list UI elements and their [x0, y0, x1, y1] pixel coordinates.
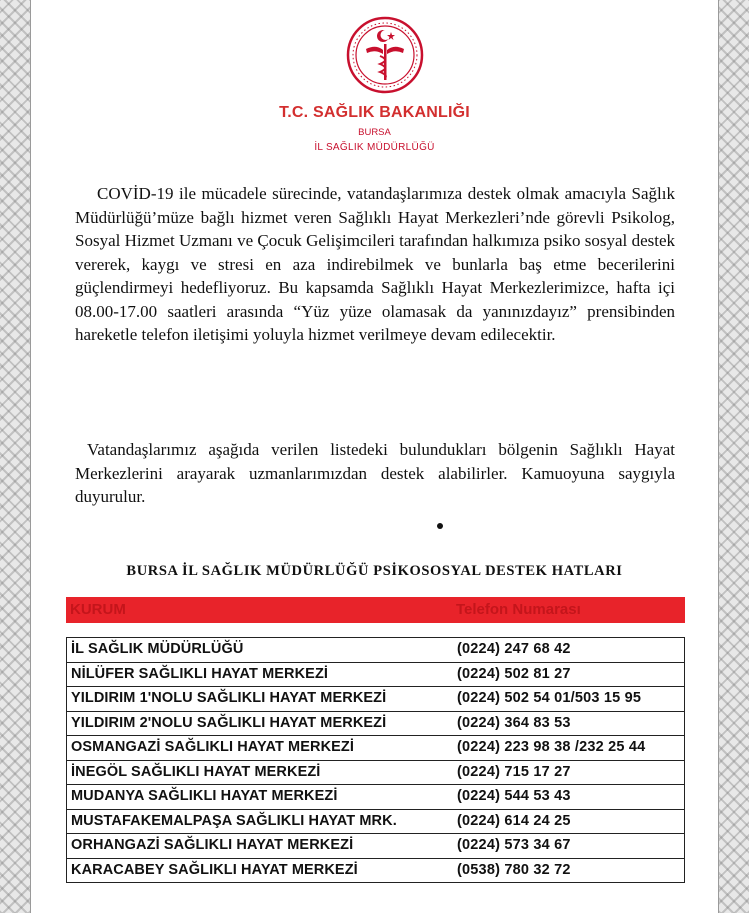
phone-number: (0224) 247 68 42	[457, 641, 571, 657]
phone-number: (0224) 573 34 67	[457, 837, 571, 853]
table-row	[67, 785, 684, 810]
institution-name: İL SAĞLIK MÜDÜRLÜĞÜ	[71, 641, 244, 657]
ministry-logo-icon	[346, 16, 424, 94]
column-header-institution: KURUM	[70, 601, 126, 618]
institution-name: KARACABEY SAĞLIKLI HAYAT MERKEZİ	[71, 861, 358, 878]
hotline-table-title: BURSA İL SAĞLIK MÜDÜRLÜĞÜ PSİKOSOSYAL DESTEK HATLARI	[126, 563, 623, 579]
table-row	[67, 712, 684, 737]
hotline-table	[66, 637, 685, 883]
table-header	[66, 597, 685, 623]
institution-name: YILDIRIM 2'NOLU SAĞLIKLI HAYAT MERKEZİ	[71, 714, 387, 731]
institution-name: ORHANGAZİ SAĞLIKLI HAYAT MERKEZİ	[71, 837, 354, 853]
phone-number: (0224) 715 17 27	[457, 763, 571, 780]
institution-name: NİLÜFER SAĞLIKLI HAYAT MERKEZİ	[71, 665, 329, 682]
table-row	[67, 663, 684, 688]
phone-number: (0224) 502 54 01/503 15 95	[457, 690, 642, 706]
table-row	[67, 810, 684, 835]
table-row	[67, 859, 684, 883]
table-row	[67, 761, 684, 786]
table-row	[67, 638, 684, 663]
phone-number: (0224) 364 83 53	[457, 714, 571, 731]
institution-name: YILDIRIM 1'NOLU SAĞLIKLI HAYAT MERKEZİ	[71, 690, 387, 706]
institution-name: OSMANGAZİ SAĞLIKLI HAYAT MERKEZİ	[71, 739, 355, 755]
column-header-phone: Telefon Numarası	[456, 601, 581, 618]
institution-name: MUDANYA SAĞLIKLI HAYAT MERKEZİ	[71, 788, 338, 804]
phone-number: (0224) 544 53 43	[457, 788, 571, 804]
bullet-dot	[437, 523, 443, 529]
phone-number: (0224) 614 24 25	[457, 812, 571, 829]
announcement-paragraph-2: Vatandaşlarımız aşağıda verilen listedeki bulundukları bölgenin Sağlıklı Hayat Merkezlerini arayarak uzmanlarımızdan destek alabilirler. Kamuoyuna saygıyla duyurulur.	[75, 440, 675, 506]
institution-name: İNEGÖL SAĞLIKLI HAYAT MERKEZİ	[71, 763, 321, 780]
table-row	[67, 736, 684, 761]
table-row	[67, 687, 684, 712]
table-row	[67, 834, 684, 859]
directorate-label: İL SAĞLIK MÜDÜRLÜĞÜ	[314, 142, 435, 153]
phone-number: (0224) 502 81 27	[457, 665, 571, 682]
city-label: BURSA	[358, 127, 391, 138]
ministry-title: T.C. SAĞLIK BAKANLIĞI	[279, 104, 470, 121]
announcement-paragraph-1: COVİD-19 ile mücadele sürecinde, vatandaşlarımıza destek olmak amacıyla Sağlık Müdürlüğü’müze bağlı hizmet veren Sağlıklı Hayat Merkezleri’nde görevli Psikolog, Sosyal Hizmet Uzmanı ve Çocuk Gelişimcileri tarafından halkımıza psiko sosyal destek vererek, kaygı ve stresi en aza indirebilmek ve bunlarla baş etme becerilerini güçlendirmeyi hedefliyoruz. Bu kapsamda Sağlıklı Hayat Merkezlerimizce, hafta içi 08.00-17.00 saatleri arasında “Yüz yüze olamasak da yanınızdayız” prensibinden hareketle telefon iletişimi yoluyla hizmet verilmeye devam edilecektir.	[75, 184, 675, 344]
phone-number: (0224) 223 98 38 /232 25 44	[457, 739, 646, 755]
institution-name: MUSTAFAKEMALPAŞA SAĞLIKLI HAYAT MRK.	[71, 812, 397, 829]
phone-number: (0538) 780 32 72	[457, 861, 571, 878]
